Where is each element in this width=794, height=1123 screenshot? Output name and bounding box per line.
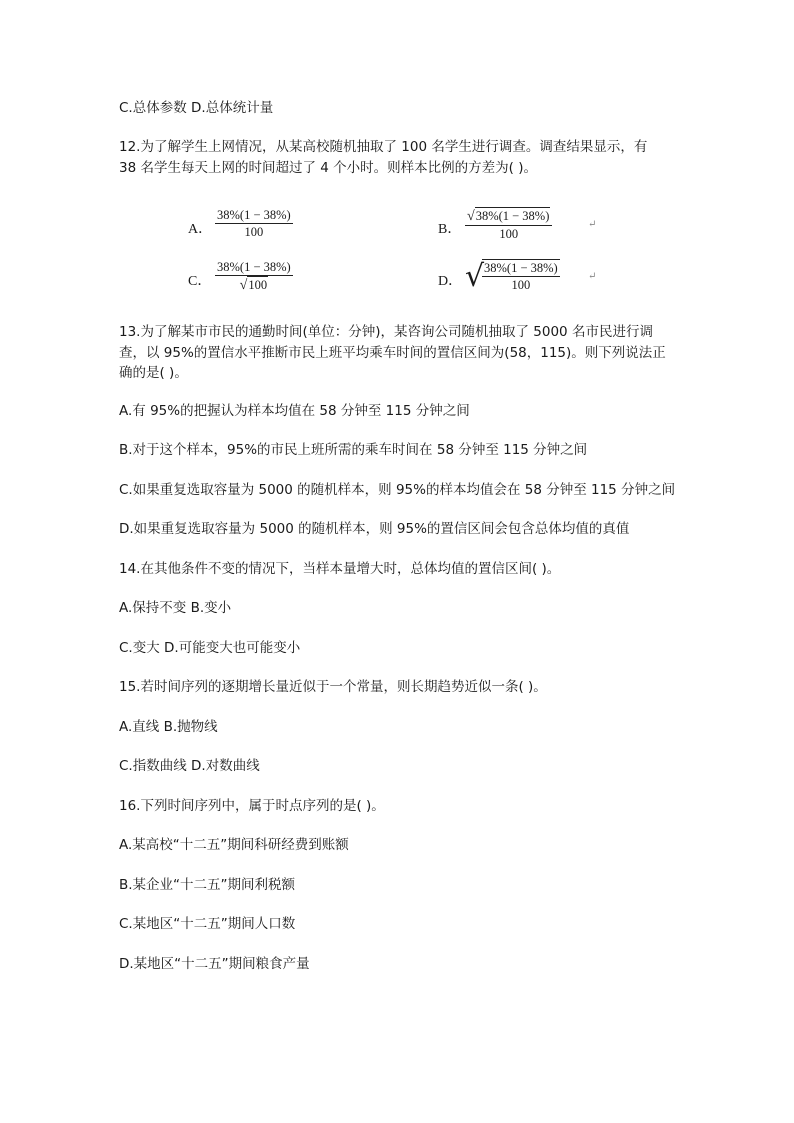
q13-option-d: D.如果重复选取容量为 5000 的随机样本，则 95%的置信区间会包含总体均值的真值: [119, 521, 630, 537]
radical-icon: √: [465, 259, 485, 294]
radical-icon: √: [467, 209, 475, 224]
return-mark-icon: ↵: [588, 219, 597, 230]
q16-option-b: B.某企业“十二五”期间利税额: [119, 877, 296, 893]
q12-option-a-denominator: 100: [244, 225, 264, 239]
q14-options-ab: A.保持不变 B.变小: [119, 600, 232, 616]
q15-options-cd: C.指数曲线 D.对数曲线: [119, 758, 260, 774]
q14-options-cd: C.变大 D.可能变大也可能变小: [119, 640, 301, 656]
q15-stem: 15.若时间序列的逐期增长量近似于一个常量，则长期趋势近似一条( )。: [119, 679, 547, 695]
q12-option-c-numerator: 38%(1 − 38%): [217, 260, 291, 274]
q16-option-d: D.某地区“十二五”期间粮食产量: [119, 956, 310, 972]
q13-stem-line1: 13.为了解某市市民的通勤时间(单位：分钟)，某咨询公司随机抽取了 5000 名市民进行调: [119, 324, 653, 340]
q13-option-a: A.有 95%的把握认为样本均值在 58 分钟至 115 分钟之间: [119, 403, 470, 419]
q13-stem-line2: 查，以 95%的置信水平推断市民上班平均乘车时间的置信区间为(58，115)。则下列说法正: [119, 345, 666, 361]
q14-stem: 14.在其他条件不变的情况下，当样本量增大时，总体均值的置信区间( )。: [119, 561, 561, 577]
q13-option-b: B.对于这个样本，95%的市民上班所需的乘车时间在 58 分钟至 115 分钟之间: [119, 442, 588, 458]
q13-stem-line3: 确的是( )。: [119, 365, 188, 381]
q12-stem-line2: 38 名学生每天上网的时间超过了 4 个小时。则样本比例的方差为( )。: [119, 160, 537, 176]
q11-options-cd: C.总体参数 D.总体统计量: [119, 100, 274, 116]
q12-option-d-label: D．: [438, 274, 463, 289]
q13-option-c: C.如果重复选取容量为 5000 的随机样本，则 95%的样本均值会在 58 分钟至 115 分钟之间: [119, 482, 676, 498]
q12-option-b-numerator: √38%(1 − 38%): [467, 209, 550, 224]
q12-option-d-fraction: [482, 259, 560, 293]
q12-option-d-numerator: 38%(1 − 38%): [484, 261, 558, 275]
q12-option-a-label: A．: [188, 222, 213, 237]
q12-option-b-fraction: [465, 207, 552, 242]
q12-option-a-fraction: [215, 207, 293, 240]
q12-stem-line1: 12.为了解学生上网情况，从某高校随机抽取了 100 名学生进行调查。调查结果显示，有: [119, 139, 648, 155]
q12-option-c-fraction: [215, 259, 293, 294]
return-mark-icon: ↵: [588, 271, 597, 282]
radical-icon: √: [239, 278, 248, 293]
q12-option-b-denominator: 100: [499, 227, 519, 241]
q12-option-a-numerator: 38%(1 − 38%): [217, 208, 291, 222]
q15-options-ab: A.直线 B.抛物线: [119, 719, 218, 735]
q12-option-c-denominator: √100: [239, 278, 268, 293]
q12-option-d-denominator: 100: [511, 278, 531, 292]
q16-stem: 16.下列时间序列中，属于时点序列的是( )。: [119, 798, 385, 814]
q12-option-c-label: C．: [188, 274, 212, 289]
q16-option-c: C.某地区“十二五”期间人口数: [119, 916, 296, 932]
q16-option-a: A.某高校“十二五”期间科研经费到账额: [119, 837, 349, 853]
q12-option-b-label: B．: [438, 222, 462, 237]
